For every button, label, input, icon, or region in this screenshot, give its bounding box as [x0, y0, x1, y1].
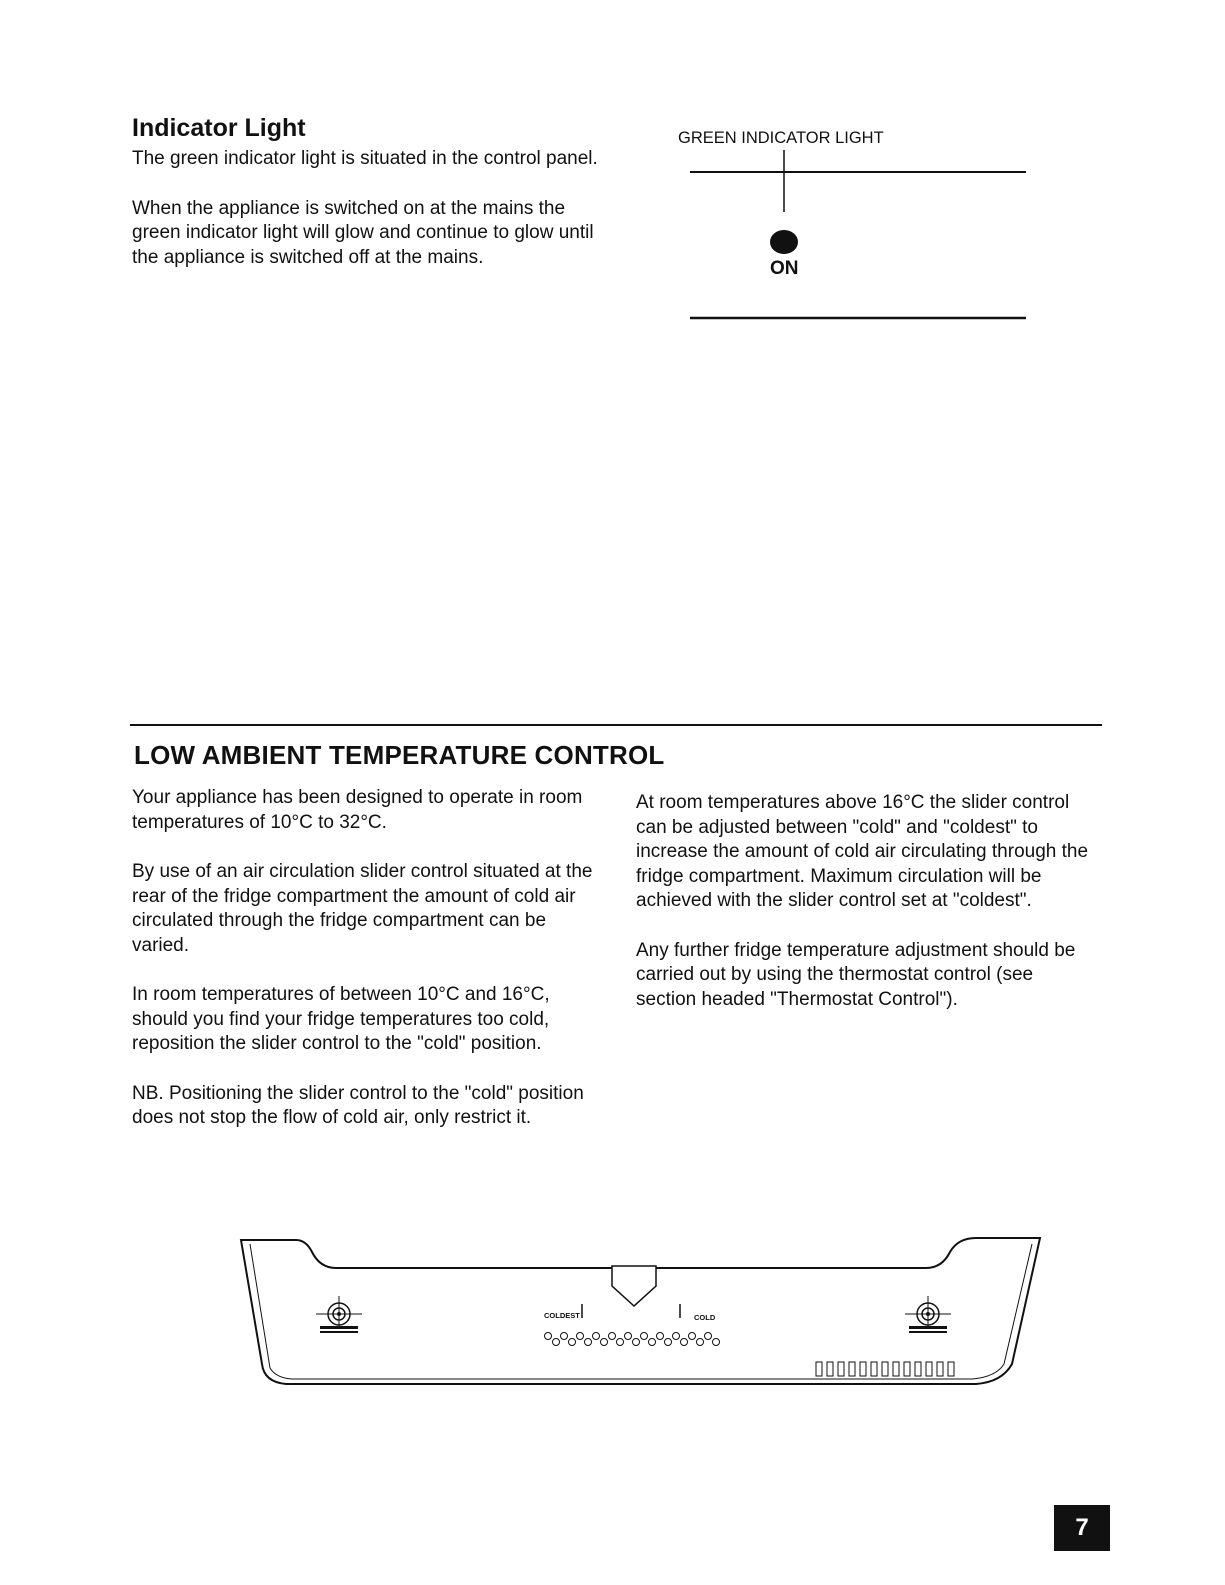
low-ambient-title: LOW AMBIENT TEMPERATURE CONTROL — [134, 740, 665, 770]
indicator-section — [132, 114, 602, 295]
left-paragraph-3: In room temperatures of between 10°C and 16°C, should you find your fridge temperatures too cold, reposition the slider control to the "cold" position. — [132, 984, 550, 1054]
left-paragraph-4: NB. Positioning the slider control to the "cold" position does not stop the flow of cold air, only restrict it. — [132, 1082, 584, 1128]
right-screw-icon — [905, 1296, 951, 1333]
green-indicator-light-icon — [770, 230, 798, 254]
indicator-paragraph-1: The green indicator light is situated in the control panel. — [132, 148, 598, 169]
low-ambient-right-column — [636, 791, 1098, 1037]
right-paragraph-1: At room temperatures above 16°C the slider control can be adjusted between "cold" and "coldest" to increase the amount of cold air circulating through the fridge compartment. Maximum circulation will be achieved with the slider control set at "coldest". — [636, 792, 1089, 911]
slider-knob-icon — [612, 1266, 656, 1306]
coldest-label: COLDEST — [544, 1311, 580, 1320]
right-paragraph-2: Any further fridge temperature adjustment should be carried out by using the thermostat control (see section headed "Thermostat Control"). — [636, 939, 1076, 1010]
air-holes — [545, 1333, 720, 1346]
low-ambient-left-column — [132, 786, 602, 1156]
on-label: ON — [770, 258, 799, 279]
left-paragraph-1: Your appliance has been designed to operate in room temperatures of 10°C to 32°C. — [132, 787, 583, 833]
indicator-paragraph-2: When the appliance is switched on at the mains the green indicator light will glow and continue to glow until the appliance is switched off at the mains. — [132, 197, 594, 268]
indicator-title: Indicator Light — [132, 114, 306, 142]
slider-control-diagram — [236, 1234, 1046, 1404]
indicator-diagram — [680, 150, 1030, 325]
housing-inner-edge — [250, 1244, 1032, 1379]
section-divider — [130, 724, 1102, 726]
cold-label: COLD — [694, 1313, 716, 1322]
left-screw-icon — [316, 1296, 362, 1333]
green-indicator-label: GREEN INDICATOR LIGHT — [678, 129, 884, 147]
left-paragraph-2: By use of an air circulation slider control situated at the rear of the fridge compartment the amount of cold air circulated through the fridge compartment can be varied. — [132, 861, 593, 956]
vent-slots — [816, 1362, 954, 1376]
page-number: 7 — [1054, 1505, 1110, 1551]
